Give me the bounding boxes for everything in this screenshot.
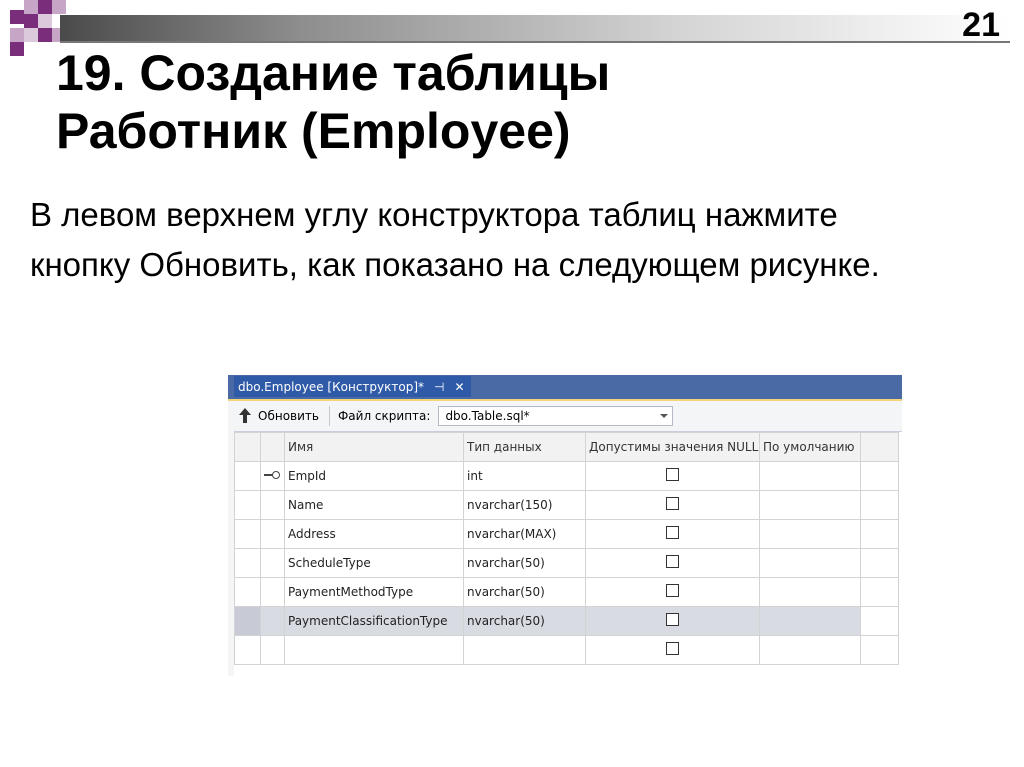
update-arrow-icon xyxy=(238,408,252,424)
decor-square xyxy=(24,0,38,14)
table-row-selected[interactable] xyxy=(235,607,899,636)
cell-filler xyxy=(861,607,899,636)
row-key-cell xyxy=(261,578,285,607)
grid-header-row xyxy=(235,433,899,462)
cell-nullable xyxy=(586,520,760,549)
close-icon[interactable]: ✕ xyxy=(454,379,465,394)
cell-nullable xyxy=(586,636,760,665)
row-key-cell xyxy=(261,520,285,549)
cell-type[interactable]: nvarchar(50) xyxy=(464,607,586,636)
cell-default[interactable] xyxy=(760,491,861,520)
cell-nullable xyxy=(586,607,760,636)
cell-filler xyxy=(861,636,899,665)
table-designer-screenshot xyxy=(228,375,902,676)
column-header-default[interactable]: По умолчанию xyxy=(760,433,861,462)
tab-label: dbo.Employee [Конструктор]* xyxy=(238,379,424,394)
table-row[interactable] xyxy=(235,549,899,578)
cell-name[interactable] xyxy=(285,636,464,665)
cell-name[interactable]: PaymentMethodType xyxy=(285,578,464,607)
cell-name[interactable]: Address xyxy=(285,520,464,549)
decor-square xyxy=(52,0,66,14)
nullable-checkbox[interactable] xyxy=(666,497,679,510)
cell-default[interactable] xyxy=(760,462,861,491)
cell-type[interactable]: nvarchar(150) xyxy=(464,491,586,520)
cell-name[interactable]: PaymentClassificationType xyxy=(285,607,464,636)
cell-nullable xyxy=(586,549,760,578)
table-row[interactable] xyxy=(235,462,899,491)
tab-employee-designer[interactable] xyxy=(234,376,471,397)
table-row[interactable] xyxy=(235,578,899,607)
row-selector[interactable] xyxy=(235,549,261,578)
cell-nullable xyxy=(586,462,760,491)
decor-square xyxy=(38,14,52,28)
update-button[interactable] xyxy=(238,408,319,424)
chevron-down-icon[interactable] xyxy=(660,414,668,418)
decor-square xyxy=(24,14,38,28)
columns-grid xyxy=(234,432,899,665)
cell-filler xyxy=(861,520,899,549)
decor-square xyxy=(24,28,38,42)
row-selector[interactable] xyxy=(235,520,261,549)
decor-square xyxy=(38,28,52,42)
row-key-cell xyxy=(261,549,285,578)
update-button-label: Обновить xyxy=(258,409,319,423)
column-header-name[interactable]: Имя xyxy=(285,433,464,462)
cell-name[interactable]: Name xyxy=(285,491,464,520)
pin-icon[interactable]: ⊣ xyxy=(434,379,445,394)
slide-title-line2: Работник (Employee) xyxy=(56,103,571,159)
script-file-value: dbo.Table.sql* xyxy=(445,409,530,423)
slide-title-line1: 19. Создание таблицы xyxy=(56,45,611,101)
cell-type[interactable] xyxy=(464,636,586,665)
row-key-cell xyxy=(261,491,285,520)
row-key-cell xyxy=(261,636,285,665)
nullable-checkbox[interactable] xyxy=(666,642,679,655)
cell-default[interactable] xyxy=(760,549,861,578)
decor-square xyxy=(10,28,24,42)
script-file-label: Файл скрипта: xyxy=(337,409,431,423)
header-filler xyxy=(861,433,899,462)
table-row-new[interactable] xyxy=(235,636,899,665)
nullable-checkbox[interactable] xyxy=(666,613,679,626)
decor-square xyxy=(10,10,24,24)
row-selector[interactable] xyxy=(235,462,261,491)
document-tabstrip xyxy=(228,375,902,401)
primary-key-icon xyxy=(264,470,280,480)
cell-type[interactable]: int xyxy=(464,462,586,491)
cell-default[interactable] xyxy=(760,607,861,636)
table-row[interactable] xyxy=(235,520,899,549)
header-bar xyxy=(60,15,1010,41)
cell-name[interactable]: EmpId xyxy=(285,462,464,491)
table-row[interactable] xyxy=(235,491,899,520)
row-selector[interactable] xyxy=(235,491,261,520)
cell-default[interactable] xyxy=(760,520,861,549)
cell-default[interactable] xyxy=(760,578,861,607)
toolbar-separator xyxy=(329,406,330,426)
cell-filler xyxy=(861,578,899,607)
column-header-type[interactable]: Тип данных xyxy=(464,433,586,462)
header-divider xyxy=(60,41,1010,43)
header-selector xyxy=(261,433,285,462)
page-number: 21 xyxy=(962,6,1000,44)
row-selector[interactable] xyxy=(235,636,261,665)
slide-body-text: В левом верхнем углу конструктора таблиц нажмите кнопку Обновить, как показано на следующем рисунке. xyxy=(30,196,880,283)
column-header-nullable[interactable]: Допустимы значения NULL xyxy=(586,433,760,462)
cell-default[interactable] xyxy=(760,636,861,665)
designer-toolbar xyxy=(228,401,902,432)
cell-nullable xyxy=(586,491,760,520)
cell-filler xyxy=(861,462,899,491)
row-selector[interactable] xyxy=(235,607,261,636)
cell-filler xyxy=(861,549,899,578)
row-key-cell xyxy=(261,607,285,636)
nullable-checkbox[interactable] xyxy=(666,584,679,597)
decor-square xyxy=(10,42,24,56)
cell-name[interactable]: ScheduleType xyxy=(285,549,464,578)
header-corner xyxy=(235,433,261,462)
decor-square xyxy=(38,0,52,14)
row-key-cell xyxy=(261,462,285,491)
slide-title xyxy=(56,44,610,160)
cell-type[interactable]: nvarchar(MAX) xyxy=(464,520,586,549)
cell-type[interactable]: nvarchar(50) xyxy=(464,578,586,607)
nullable-checkbox[interactable] xyxy=(666,526,679,539)
cell-nullable xyxy=(586,578,760,607)
cell-type[interactable]: nvarchar(50) xyxy=(464,549,586,578)
nullable-checkbox[interactable] xyxy=(666,468,679,481)
cell-filler xyxy=(861,491,899,520)
script-file-combo[interactable] xyxy=(438,406,673,426)
row-selector[interactable] xyxy=(235,578,261,607)
nullable-checkbox[interactable] xyxy=(666,555,679,568)
